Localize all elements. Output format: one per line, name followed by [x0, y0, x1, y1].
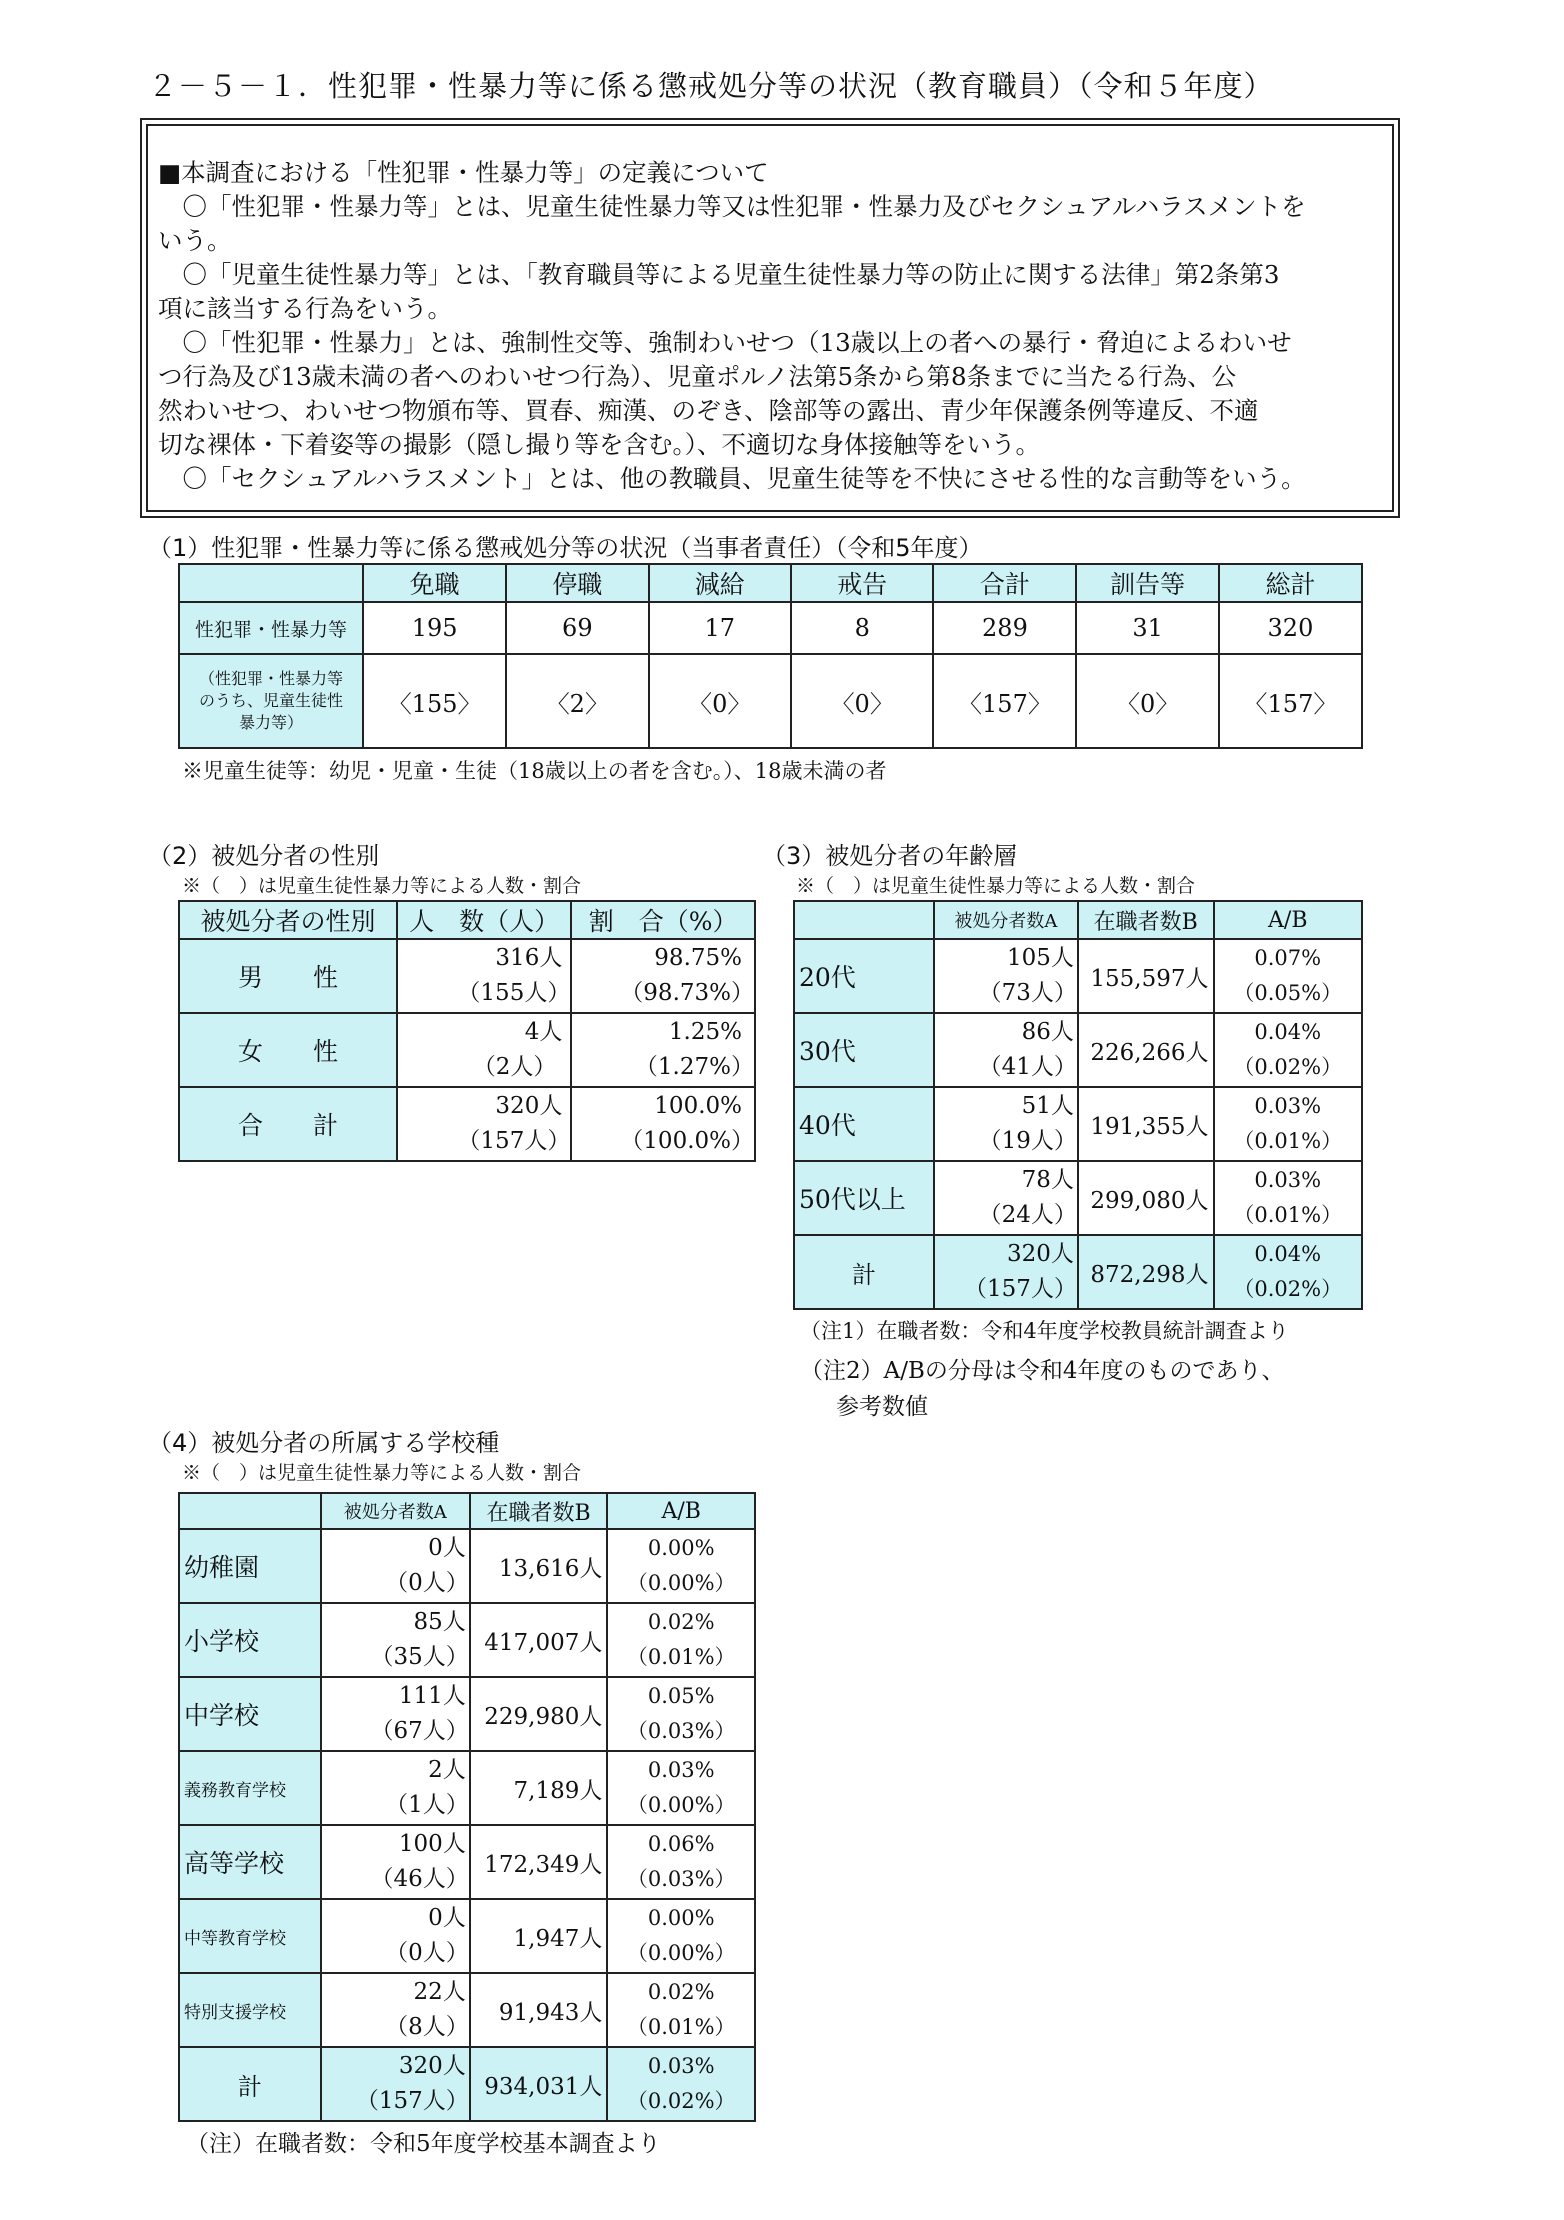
column-header: A/B	[607, 1493, 755, 1529]
disciplinary-table	[178, 563, 1363, 749]
row-label: 20代	[794, 939, 934, 1013]
count-sub: （2人）	[472, 1054, 557, 1080]
table-row	[794, 1161, 1362, 1235]
table-row	[179, 1973, 755, 2047]
count-sub: （35人）	[370, 1644, 469, 1670]
ratio-value: 0.02%	[647, 1980, 715, 2004]
row-label-line: 暴力等）	[239, 713, 304, 732]
count-sub: （67人）	[370, 1718, 469, 1744]
ratio-sub: （0.01%）	[626, 1645, 736, 1669]
table-row	[179, 1899, 755, 1973]
table-cell: 8	[791, 602, 933, 654]
staff-count: 417,007人	[470, 1603, 608, 1677]
ratio-sub: （0.00%）	[626, 1571, 736, 1595]
staff-count: 1,947人	[470, 1899, 608, 1973]
corner-cell	[179, 564, 363, 602]
section1-note: ※児童生徒等：幼児・児童・生徒（18歳以上の者を含む。）、18歳未満の者	[182, 759, 887, 783]
count-value: 85人	[413, 1609, 466, 1635]
ratio-value: 0.03%	[1254, 1094, 1322, 1118]
table-row	[179, 1677, 755, 1751]
row-label: 50代以上	[794, 1161, 934, 1235]
ratio-sub: （0.00%）	[626, 1941, 736, 1965]
age-table	[793, 900, 1363, 1310]
column-header: 割 合（%）	[571, 901, 755, 939]
corner-cell	[794, 901, 934, 939]
count-cell	[321, 1899, 470, 1973]
staff-count: 934,031人	[470, 2047, 608, 2121]
column-header: 戒告	[791, 564, 933, 602]
row-label: 男 性	[179, 939, 397, 1013]
staff-count: 13,616人	[470, 1529, 608, 1603]
count-cell	[934, 1013, 1078, 1087]
column-header: A/B	[1214, 901, 1363, 939]
ratio-value: 0.02%	[647, 1610, 715, 1634]
column-header: 訓告等	[1076, 564, 1218, 602]
ratio-sub: （0.01%）	[1233, 1129, 1343, 1153]
table-row	[794, 1013, 1362, 1087]
count-value: 0人	[428, 1535, 466, 1561]
ratio-sub: （0.03%）	[626, 1867, 736, 1891]
definition-line: 〇「セクシュアルハラスメント」とは、他の教職員、児童生徒等を不快にさせる性的な言動等をいう。	[158, 464, 1306, 493]
ratio-sub: （0.02%）	[1233, 1055, 1343, 1079]
table-row	[179, 1603, 755, 1677]
section4-note: （注）在職者数：令和5年度学校基本調査より	[186, 2131, 661, 2157]
count-cell	[321, 1677, 470, 1751]
ratio-sub: （0.00%）	[626, 1793, 736, 1817]
column-header: 被処分者数A	[321, 1493, 470, 1529]
count-value: 316人	[495, 945, 563, 971]
ratio-sub: （100.0%）	[620, 1128, 754, 1154]
ratio-cell	[607, 2047, 755, 2121]
count-cell	[321, 1603, 470, 1677]
section1-heading: （1）性犯罪・性暴力等に係る懲戒処分等の状況（当事者責任）（令和5年度）	[148, 534, 983, 562]
count-value: 105人	[1006, 945, 1074, 971]
staff-count: 7,189人	[470, 1751, 608, 1825]
count-cell	[397, 1087, 571, 1161]
count-value: 51人	[1021, 1093, 1074, 1119]
ratio-sub: （0.05%）	[1233, 981, 1343, 1005]
ratio-value: 0.03%	[1254, 1168, 1322, 1192]
row-label: 40代	[794, 1087, 934, 1161]
count-sub: （46人）	[370, 1866, 469, 1892]
row-label: 中学校	[179, 1677, 321, 1751]
table-row	[179, 1529, 755, 1603]
column-header: 被処分者の性別	[179, 901, 397, 939]
ratio-cell	[607, 1603, 755, 1677]
count-value: 320人	[1006, 1241, 1074, 1267]
ratio-sub: （0.03%）	[626, 1719, 736, 1743]
count-cell	[397, 1013, 571, 1087]
staff-count: 872,298人	[1078, 1235, 1214, 1309]
ratio-cell	[1214, 1161, 1363, 1235]
column-header: 停職	[506, 564, 648, 602]
section3-heading: （3）被処分者の年齢層	[762, 842, 1018, 870]
row-label	[179, 654, 363, 748]
row-label: 中等教育学校	[179, 1899, 321, 1973]
definition-line: いう。	[158, 226, 232, 255]
count-value: 320人	[398, 2053, 466, 2079]
definition-line: 〇「性犯罪・性暴力等」とは、児童生徒性暴力等又は性犯罪・性暴力及びセクシュアルハラスメントを	[158, 192, 1306, 221]
table-cell: 〈0〉	[649, 654, 791, 748]
row-label: 計	[179, 2047, 321, 2121]
section3-note: 参考数値	[836, 1394, 928, 1420]
column-header: 在職者数B	[1078, 901, 1214, 939]
ratio-sub: （0.01%）	[1233, 1203, 1343, 1227]
section3-subnote: ※（ ）は児童生徒性暴力等による人数・割合	[796, 875, 1196, 897]
definition-box-inner	[146, 124, 1394, 512]
count-value: 86人	[1021, 1019, 1074, 1045]
section2-subnote: ※（ ）は児童生徒性暴力等による人数・割合	[182, 875, 582, 897]
count-sub: （157人）	[963, 1276, 1077, 1302]
definition-box	[140, 118, 1400, 518]
row-label-line: のうち、児童生徒性	[199, 691, 344, 710]
count-cell	[934, 1235, 1078, 1309]
school-type-table	[178, 1492, 756, 2122]
ratio-cell	[1214, 1013, 1363, 1087]
row-label: 合 計	[179, 1087, 397, 1161]
section3-note: （注2）A/Bの分母は令和4年度のものであり、	[800, 1358, 1285, 1384]
definition-line: 然わいせつ、わいせつ物頒布等、買春、痴漢、のぞき、陰部等の露出、青少年保護条例等違反、不適	[158, 396, 1259, 425]
section3-note: （注1）在職者数：令和4年度学校教員統計調査より	[800, 1319, 1289, 1343]
count-value: 2人	[428, 1757, 466, 1783]
row-label: 30代	[794, 1013, 934, 1087]
ratio-sub: （0.01%）	[626, 2015, 736, 2039]
ratio-value: 98.75%	[654, 945, 742, 971]
table-cell: 〈157〉	[933, 654, 1076, 748]
count-sub: （24人）	[978, 1202, 1077, 1228]
ratio-cell	[607, 1529, 755, 1603]
ratio-cell	[607, 1899, 755, 1973]
ratio-cell	[607, 1677, 755, 1751]
count-value: 78人	[1021, 1167, 1074, 1193]
ratio-value: 0.00%	[647, 1536, 715, 1560]
table-row	[794, 1087, 1362, 1161]
ratio-value: 0.00%	[647, 1906, 715, 1930]
ratio-cell	[571, 1087, 755, 1161]
count-value: 4人	[524, 1019, 563, 1045]
count-cell	[934, 1161, 1078, 1235]
row-label: 高等学校	[179, 1825, 321, 1899]
count-value: 22人	[413, 1979, 466, 2005]
count-sub: （73人）	[978, 980, 1077, 1006]
table-row	[179, 1825, 755, 1899]
ratio-sub: （0.02%）	[1233, 1277, 1343, 1301]
ratio-sub: （98.73%）	[620, 980, 754, 1006]
ratio-cell	[1214, 1235, 1363, 1309]
row-label: 性犯罪・性暴力等	[179, 602, 363, 654]
school-table-body	[179, 1529, 755, 2121]
ratio-sub: （1.27%）	[634, 1054, 754, 1080]
ratio-value: 0.03%	[647, 1758, 715, 1782]
staff-count: 191,355人	[1078, 1087, 1214, 1161]
ratio-sub: （0.02%）	[626, 2089, 736, 2113]
column-header: 減給	[649, 564, 791, 602]
section4-subnote: ※（ ）は児童生徒性暴力等による人数・割合	[182, 1462, 582, 1484]
row-label: 特別支援学校	[179, 1973, 321, 2047]
count-cell	[934, 1087, 1078, 1161]
ratio-value: 0.07%	[1254, 946, 1322, 970]
row-label-line: （性犯罪・性暴力等	[199, 669, 344, 688]
ratio-cell	[1214, 1087, 1363, 1161]
row-label: 小学校	[179, 1603, 321, 1677]
ratio-cell	[607, 1751, 755, 1825]
column-header: 人 数（人）	[397, 901, 571, 939]
count-value: 320人	[495, 1093, 563, 1119]
staff-count: 226,266人	[1078, 1013, 1214, 1087]
definition-line: 〇「性犯罪・性暴力」とは、強制性交等、強制わいせつ（13歳以上の者への暴行・脅迫によるわいせ	[158, 328, 1292, 357]
ratio-value: 0.03%	[647, 2054, 715, 2078]
corner-cell	[179, 1493, 321, 1529]
count-sub: （41人）	[978, 1054, 1077, 1080]
staff-count: 91,943人	[470, 1973, 608, 2047]
ratio-value: 0.04%	[1254, 1020, 1322, 1044]
definition-line: 項に該当する行為をいう。	[158, 294, 452, 323]
count-sub: （155人）	[457, 980, 571, 1006]
ratio-value: 1.25%	[668, 1019, 742, 1045]
ratio-cell	[571, 939, 755, 1013]
count-cell	[934, 939, 1078, 1013]
table-cell: 〈0〉	[1076, 654, 1218, 748]
ratio-value: 0.04%	[1254, 1242, 1322, 1266]
table-row	[179, 1751, 755, 1825]
table-cell: 289	[933, 602, 1076, 654]
column-header: 総計	[1219, 564, 1362, 602]
ratio-cell	[571, 1013, 755, 1087]
definition-line: 切な裸体・下着姿等の撮影（隠し撮り等を含む。）、不適切な身体接触等をいう。	[158, 430, 1040, 459]
count-cell	[397, 939, 571, 1013]
table-cell: 320	[1219, 602, 1362, 654]
column-header: 免職	[363, 564, 506, 602]
column-header: 在職者数B	[470, 1493, 608, 1529]
page-title: ２－５－１．性犯罪・性暴力等に係る懲戒処分等の状況（教育職員）（令和５年度）	[148, 69, 1274, 103]
count-cell	[321, 2047, 470, 2121]
staff-count: 229,980人	[470, 1677, 608, 1751]
count-sub: （0人）	[385, 1570, 469, 1596]
ratio-cell	[607, 1973, 755, 2047]
row-label: 女 性	[179, 1013, 397, 1087]
table-row	[794, 939, 1362, 1013]
ratio-value: 0.06%	[647, 1832, 715, 1856]
ratio-value: 0.05%	[647, 1684, 715, 1708]
count-sub: （8人）	[385, 2014, 469, 2040]
table-cell: 17	[649, 602, 791, 654]
count-cell	[321, 1751, 470, 1825]
section4-heading: （4）被処分者の所属する学校種	[148, 1429, 500, 1457]
count-cell	[321, 1825, 470, 1899]
count-sub: （19人）	[978, 1128, 1077, 1154]
staff-count: 155,597人	[1078, 939, 1214, 1013]
section2-heading: （2）被処分者の性別	[148, 842, 380, 870]
row-label: 幼稚園	[179, 1529, 321, 1603]
row-label: 計	[794, 1235, 934, 1309]
row-label: 義務教育学校	[179, 1751, 321, 1825]
table-row	[179, 2047, 755, 2121]
table-row	[794, 1235, 1362, 1309]
ratio-cell	[607, 1825, 755, 1899]
table-cell: 〈155〉	[363, 654, 506, 748]
ratio-cell	[1214, 939, 1363, 1013]
definition-line: 〇「児童生徒性暴力等」とは、「教育職員等による児童生徒性暴力等の防止に関する法律」第2条第3	[158, 260, 1280, 289]
staff-count: 299,080人	[1078, 1161, 1214, 1235]
table-cell: 69	[506, 602, 648, 654]
count-sub: （157人）	[355, 2088, 469, 2114]
table-cell: 〈2〉	[506, 654, 648, 748]
ratio-value: 100.0%	[654, 1093, 742, 1119]
count-sub: （0人）	[385, 1940, 469, 1966]
definition-line: つ行為及び13歳未満の者へのわいせつ行為）、児童ポルノ法第5条から第8条までに当たる行為、公	[158, 362, 1237, 391]
table-cell: 〈0〉	[791, 654, 933, 748]
count-value: 111人	[398, 1683, 466, 1709]
table-cell: 195	[363, 602, 506, 654]
count-sub: （157人）	[457, 1128, 571, 1154]
table-cell: 〈157〉	[1219, 654, 1362, 748]
gender-table	[178, 900, 756, 1162]
age-table-body	[794, 939, 1362, 1309]
staff-count: 172,349人	[470, 1825, 608, 1899]
count-cell	[321, 1973, 470, 2047]
column-header: 合計	[933, 564, 1076, 602]
table-cell: 31	[1076, 602, 1218, 654]
column-header: 被処分者数A	[934, 901, 1078, 939]
count-sub: （1人）	[385, 1792, 469, 1818]
count-value: 0人	[428, 1905, 466, 1931]
count-cell	[321, 1529, 470, 1603]
count-value: 100人	[398, 1831, 466, 1857]
definition-heading: ■本調査における「性犯罪・性暴力等」の定義について	[158, 158, 769, 187]
